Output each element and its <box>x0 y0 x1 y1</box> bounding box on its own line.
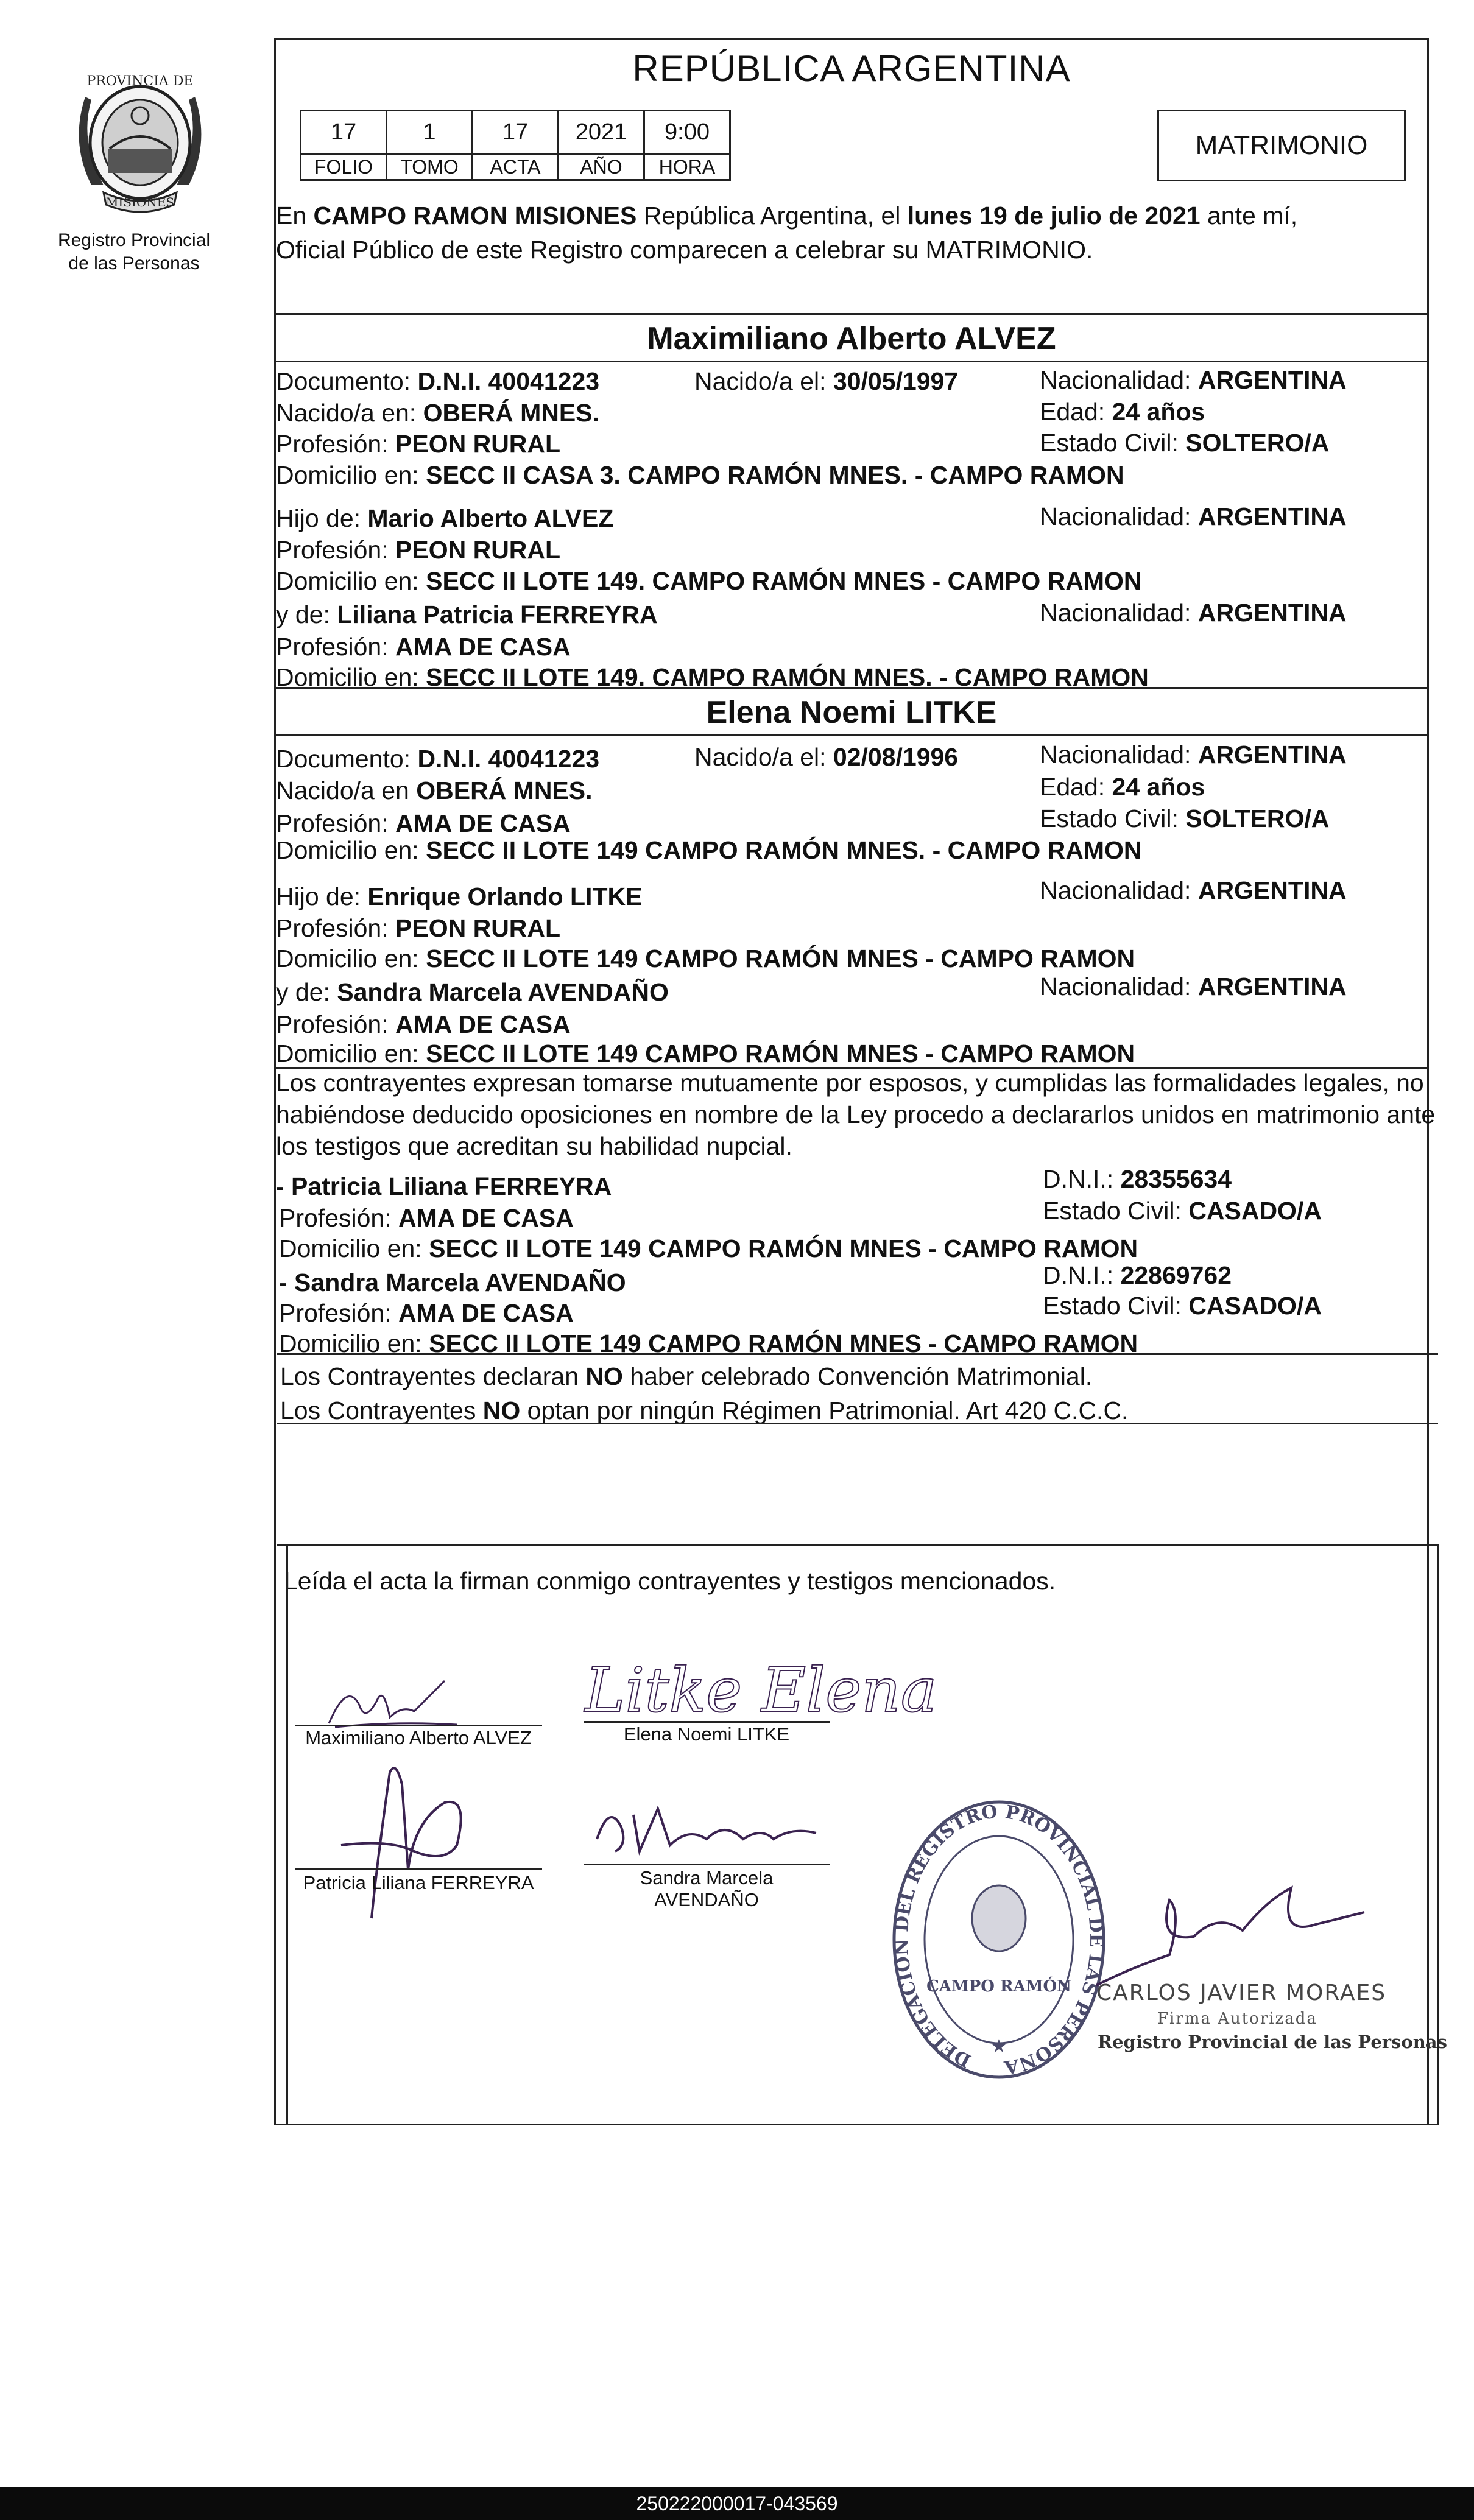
folio-value: 17 <box>301 111 387 154</box>
hour-label: HORA <box>644 154 730 180</box>
intro-line-1: En CAMPO RAMON MISIONES República Argentina, el lunes 19 de julio de 2021 ante mí, <box>276 202 1298 230</box>
tomo-value: 1 <box>387 111 473 154</box>
spouse1-civil-status: Estado Civil: SOLTERO/A <box>1040 429 1330 457</box>
tomo-label: TOMO <box>387 154 473 180</box>
divider <box>274 687 1429 689</box>
signatures-intro: Leída el acta la firman conmigo contrayentes y testigos mencionados. <box>284 1567 1056 1595</box>
divider <box>274 361 1429 362</box>
spouse2-mother: y de: Sandra Marcela AVENDAÑO <box>276 978 669 1006</box>
hour-value: 9:00 <box>644 111 730 154</box>
svg-text:DELEGACION DEL REGISTRO PROVIN: DELEGACION DEL REGISTRO PROVINCIAL DE LAS PERSONA <box>890 1801 1107 2078</box>
svg-text:CAMPO RAMÓN: CAMPO RAMÓN <box>926 1977 1071 1996</box>
page-title: REPÚBLICA ARGENTINA <box>632 48 1071 89</box>
regime-line-2: Los Contrayentes NO optan por ningún Régimen Patrimonial. Art 420 C.C.C. <box>280 1396 1129 1424</box>
acta-label: ACTA <box>473 154 559 180</box>
spouse2-document: Documento: D.N.I. 40041223 <box>276 745 600 773</box>
spouse2-age: Edad: 24 años <box>1040 773 1205 801</box>
intro-line-2: Oficial Público de este Registro comparecen a celebrar su MATRIMONIO. <box>276 236 1093 264</box>
spouse2-name: Elena Noemi LITKE <box>706 695 997 730</box>
signature-caption-1: Maximiliano Alberto ALVEZ <box>305 1727 532 1748</box>
spouse2-mother-nationality: Nacionalidad: ARGENTINA <box>1040 973 1347 1001</box>
spouse1-name: Maximiliano Alberto ALVEZ <box>647 321 1056 356</box>
witness1-dni: D.N.I.: 28355634 <box>1043 1165 1232 1193</box>
svg-text:★: ★ <box>990 2036 1007 2057</box>
svg-text:MISIONES: MISIONES <box>105 195 175 209</box>
divider <box>274 313 1429 315</box>
declaration-line-3: los testigos que acreditan su habilidad nupcial. <box>276 1132 792 1160</box>
spouse2-mother-profession: Profesión: AMA DE CASA <box>276 1010 571 1038</box>
spouse2-birthdate: Nacido/a el: 02/08/1996 <box>694 743 959 771</box>
witness2-civil-status: Estado Civil: CASADO/A <box>1043 1292 1322 1320</box>
signature-caption-2: Elena Noemi LITKE <box>623 1723 790 1745</box>
record-type-box: MATRIMONIO <box>1157 110 1406 181</box>
spouse1-father-address: Domicilio en: SECC II LOTE 149. CAMPO RAMÓN MNES - CAMPO RAMON <box>276 567 1142 595</box>
spouse2-father-nationality: Nacionalidad: ARGENTINA <box>1040 876 1347 904</box>
witness1-name: - Patricia Liliana FERREYRA <box>276 1172 612 1200</box>
acta-value: 17 <box>473 111 559 154</box>
witness2-dni: D.N.I.: 22869762 <box>1043 1261 1232 1289</box>
witness1-address: Domicilio en: SECC II LOTE 149 CAMPO RAMÓN MNES - CAMPO RAMON <box>279 1234 1138 1262</box>
spouse2-father-profession: Profesión: PEON RURAL <box>276 914 561 942</box>
official-name: CARLOS JAVIER MORAES <box>1096 1980 1387 2005</box>
spouse1-mother-profession: Profesión: AMA DE CASA <box>276 633 571 661</box>
spouse1-address: Domicilio en: SECC II CASA 3. CAMPO RAMÓN MNES. - CAMPO RAMON <box>276 461 1124 489</box>
spouse2-birthplace: Nacido/a en OBERÁ MNES. <box>276 776 593 804</box>
record-table <box>300 110 731 181</box>
spouse2-address: Domicilio en: SECC II LOTE 149 CAMPO RAMÓN MNES. - CAMPO RAMON <box>276 836 1142 864</box>
signature-caption-3: Patricia Liliana FERREYRA <box>303 1872 534 1893</box>
footer-barcode-text: 250222000017-043569 <box>0 2487 1474 2520</box>
spouse1-age: Edad: 24 años <box>1040 398 1205 426</box>
svg-text:Litke Elena: Litke Elena <box>585 1655 937 1726</box>
official-org: Registro Provincial de las Personas <box>1098 2032 1447 2052</box>
witness2-name: - Sandra Marcela AVENDAÑO <box>279 1269 626 1297</box>
spouse1-father: Hijo de: Mario Alberto ALVEZ <box>276 504 614 532</box>
spouse2-profession: Profesión: AMA DE CASA <box>276 809 571 837</box>
spouse1-birthdate: Nacido/a el: 30/05/1997 <box>694 367 959 395</box>
spouse2-mother-address: Domicilio en: SECC II LOTE 149 CAMPO RAMÓN MNES - CAMPO RAMON <box>276 1040 1135 1068</box>
regime-line-1: Los Contrayentes declaran NO haber celebrado Convención Matrimonial. <box>280 1362 1093 1390</box>
spouse1-mother-address: Domicilio en: SECC II LOTE 149. CAMPO RAMÓN MNES. - CAMPO RAMON <box>276 663 1149 691</box>
witness2-address: Domicilio en: SECC II LOTE 149 CAMPO RAMÓN MNES - CAMPO RAMON <box>279 1329 1138 1357</box>
spouse2-father-address: Domicilio en: SECC II LOTE 149 CAMPO RAMÓN MNES - CAMPO RAMON <box>276 945 1135 973</box>
spouse1-profession: Profesión: PEON RURAL <box>276 430 561 458</box>
spouse1-nationality: Nacionalidad: ARGENTINA <box>1040 366 1347 394</box>
spouse1-birthplace: Nacido/a en: OBERÁ MNES. <box>276 399 599 427</box>
province-seal-logo <box>67 63 213 222</box>
witness1-civil-status: Estado Civil: CASADO/A <box>1043 1197 1322 1225</box>
logo-caption: Registro Provincial de las Personas <box>57 230 211 273</box>
witness2-profession: Profesión: AMA DE CASA <box>279 1299 574 1327</box>
divider <box>274 734 1429 736</box>
spouse1-father-profession: Profesión: PEON RURAL <box>276 536 561 564</box>
divider <box>277 1353 1438 1355</box>
signature-caption-4: Sandra Marcela AVENDAÑO <box>640 1867 774 1910</box>
spouse1-document: Documento: D.N.I. 40041223 <box>276 367 600 395</box>
year-label: AÑO <box>559 154 644 180</box>
spouse2-father: Hijo de: Enrique Orlando LITKE <box>276 882 643 910</box>
folio-label: FOLIO <box>301 154 387 180</box>
spouse2-civil-status: Estado Civil: SOLTERO/A <box>1040 804 1330 832</box>
witness1-profession: Profesión: AMA DE CASA <box>279 1204 574 1232</box>
official-role: Firma Autorizada <box>1157 2010 1317 2028</box>
declaration-line-2: habiéndose deducido oposiciones en nombre de la Ley procedo a declararlos unidos en matrimonio ante <box>276 1100 1436 1128</box>
signature-frame <box>286 1544 1439 2125</box>
declaration-line-1: Los contrayentes expresan tomarse mutuamente por esposos, y cumplidas las formalidades legales, no <box>276 1069 1424 1097</box>
spouse1-mother-nationality: Nacionalidad: ARGENTINA <box>1040 599 1347 627</box>
svg-text:PROVINCIA DE: PROVINCIA DE <box>86 74 194 89</box>
spouse1-father-nationality: Nacionalidad: ARGENTINA <box>1040 502 1347 530</box>
year-value: 2021 <box>559 111 644 154</box>
spouse2-nationality: Nacionalidad: ARGENTINA <box>1040 741 1347 769</box>
spouse1-mother: y de: Liliana Patricia FERREYRA <box>276 600 658 628</box>
divider <box>277 1423 1438 1424</box>
